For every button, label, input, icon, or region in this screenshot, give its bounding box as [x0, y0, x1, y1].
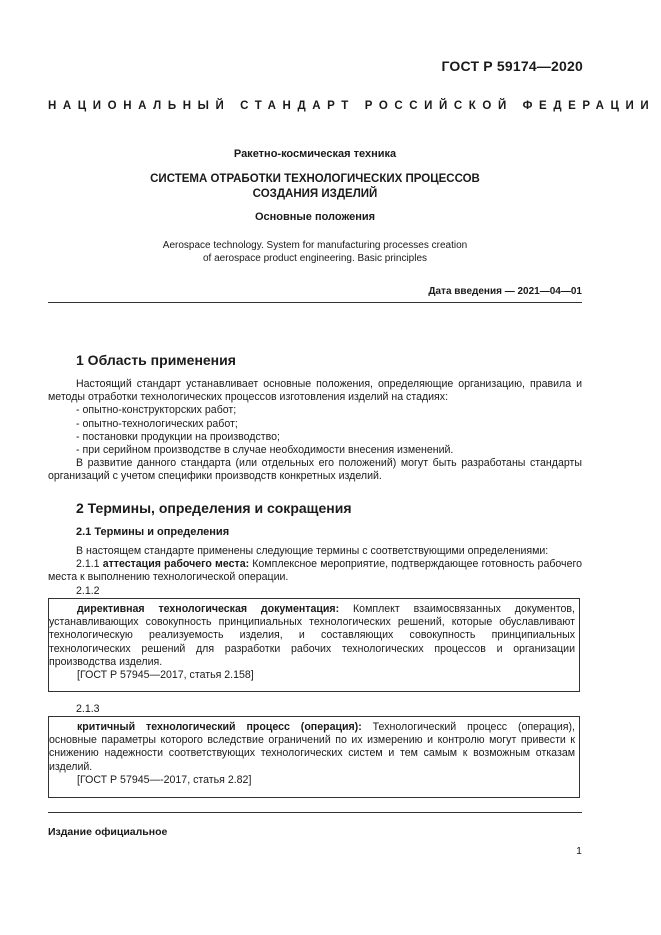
english-title — [48, 239, 582, 265]
header-divider — [48, 302, 582, 303]
term-reference: [ГОСТ Р 57945—-2017, статья 2.82] — [77, 773, 252, 786]
footer-divider — [48, 812, 582, 813]
section-2-intro: В настоящем стандарте применены следующие термины с соответствующими определениями: — [76, 545, 549, 557]
term-2-1-2-box — [48, 598, 580, 692]
official-edition-label: Издание официальное — [48, 826, 168, 838]
section-2-body — [48, 545, 582, 585]
term-definition: Комплексное мероприятие, подтверждающее готовность рабочего места к выполнению технологической операции. — [48, 558, 582, 584]
list-item: - опытно-конструкторских работ; — [76, 404, 237, 417]
national-standard-banner: НАЦИОНАЛЬНЫЙ СТАНДАРТ РОССИЙСКОЙ ФЕДЕРАЦИИ — [48, 100, 656, 112]
term-definition: Технологический процесс (операция), основные параметры которого вследствие ограничений по их измерению и контролю могут привести к снижению надежности соответствующих технологических систем и тем самым к возможным отказам изделий. — [49, 721, 575, 773]
term-2-1-2 — [49, 603, 575, 669]
page-number: 1 — [576, 845, 582, 857]
document-title — [48, 172, 582, 202]
term-definition: Комплект взаимосвязанных документов, устанавливающих совокупность принципиальных технологических решений, которые обуславливают технологическую реализуемость изделия, и составляющих совокупность принципиальных технологических решений для разработки рабочих технологических процессов и организации производства изделия. — [49, 603, 575, 668]
title-line: СИСТЕМА ОТРАБОТКИ ТЕХНОЛОГИЧЕСКИХ ПРОЦЕССОВ — [150, 173, 480, 185]
term-2-1-3 — [49, 721, 575, 774]
section-1-body — [48, 378, 582, 484]
term-name: аттестация рабочего места: — [102, 558, 250, 571]
section-1-intro: Настоящий стандарт устанавливает основные положения, определяющие организацию, правила и методы отработки технологических процессов изготовления изделий на стадиях: — [48, 378, 582, 404]
term-number: 2.1.3 — [76, 703, 100, 715]
list-item: - постановки продукции на производство; — [76, 430, 280, 443]
section-1-heading: 1 Область применения — [76, 352, 236, 368]
term-number: 2.1.2 — [76, 585, 100, 597]
list-item: - при серийном производстве в случае необходимости внесения изменений. — [76, 444, 454, 457]
section-2-1-heading: 2.1 Термины и определения — [76, 526, 230, 538]
introduction-date: Дата введения — 2021—04—01 — [428, 286, 582, 297]
section-1-closing: В развитие данного стандарта (или отдельных его положений) могут быть разработаны стандарты организаций с учетом специфики производств конкретных изделий. — [48, 457, 582, 483]
english-title-line: Aerospace technology. System for manufacturing processes creation — [162, 240, 468, 251]
term-name: критичный технологический процесс (операция): — [77, 721, 362, 733]
term-reference: [ГОСТ Р 57945—2017, статья 2.158] — [77, 669, 254, 682]
document-subtitle: Основные положения — [254, 211, 376, 223]
term-2-1-1 — [48, 558, 582, 584]
section-2-heading: 2 Термины, определения и сокращения — [76, 500, 352, 516]
subject-area: Ракетно-космическая техника — [233, 148, 397, 160]
list-item: - опытно-технологических работ; — [76, 417, 238, 430]
document-code: ГОСТ Р 59174—2020 — [441, 58, 583, 74]
english-title-line: of aerospace product engineering. Basic principles — [202, 253, 428, 264]
term-name: директивная технологическая документация: — [77, 603, 340, 615]
title-line: СОЗДАНИЯ ИЗДЕЛИЙ — [252, 188, 378, 200]
term-number: 2.1.1 — [76, 558, 100, 571]
term-2-1-3-box — [48, 716, 580, 798]
